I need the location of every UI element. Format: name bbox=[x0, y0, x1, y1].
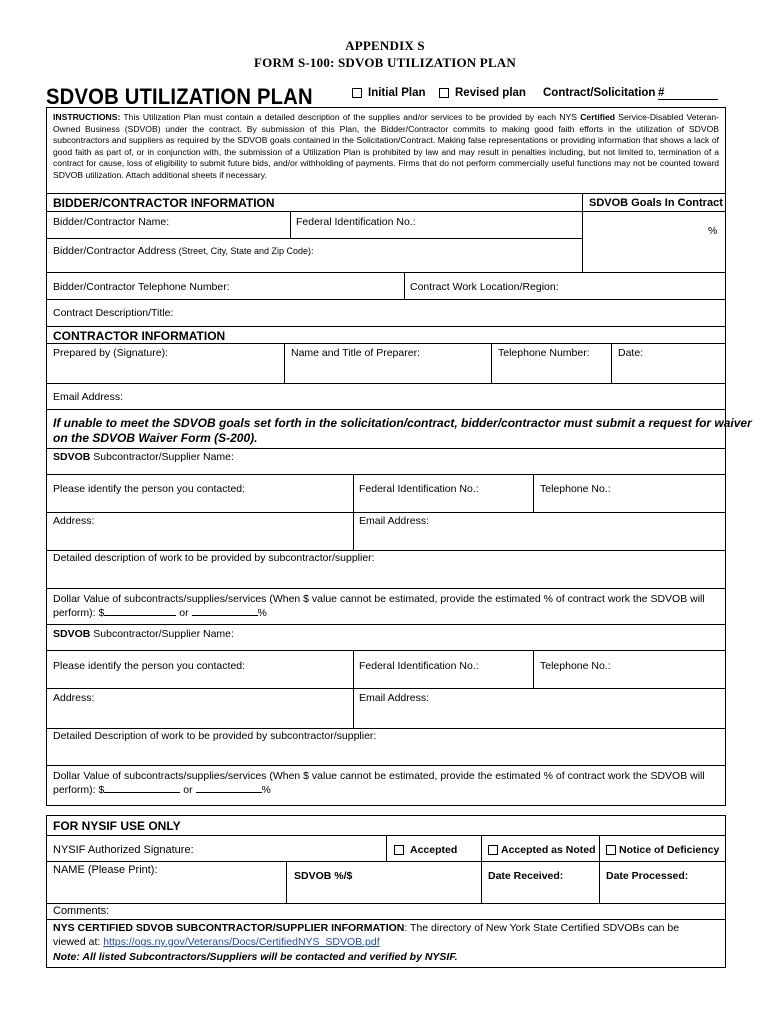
sub1-description-label: Detailed description of work to be provided by subcontractor/supplier: bbox=[53, 552, 375, 564]
date-processed-label: Date Processed: bbox=[606, 870, 689, 882]
appendix-heading: APPENDIX S bbox=[345, 38, 425, 53]
bidder-address-label: Bidder/Contractor Address (Street, City, State and Zip Code): bbox=[53, 245, 314, 257]
preparer-phone-label: Telephone Number: bbox=[498, 347, 590, 359]
preparer-name-label: Name and Title of Preparer: bbox=[291, 347, 420, 359]
sub1-address-label: Address: bbox=[53, 515, 95, 527]
nysif-signature-label: NYSIF Authorized Signature: bbox=[53, 844, 194, 856]
notice-of-deficiency-option[interactable]: Notice of Deficiency bbox=[606, 844, 719, 856]
initial-plan-checkbox[interactable] bbox=[352, 88, 362, 98]
sub2-dollar-label: Dollar Value of subcontracts/supplies/services (When $ value cannot be estimated, provide the estimated % of contract work the SDVOB will bbox=[53, 770, 705, 782]
sdvob-directory-link[interactable]: https://ogs.ny.gov/Veterans/Docs/CertifiedNYS_SDVOB.pdf bbox=[103, 936, 380, 948]
accepted-option[interactable]: Accepted bbox=[394, 844, 457, 856]
bidder-fein-label: Federal Identification No.: bbox=[296, 216, 416, 228]
prepared-by-label: Prepared by (Signature): bbox=[53, 347, 168, 359]
verification-note: Note: All listed Subcontractors/Suppliers will be contacted and verified by NYSIF. bbox=[53, 951, 458, 963]
revised-plan-checkbox[interactable] bbox=[439, 88, 449, 98]
sub2-contacted-label: Please identify the person you contacted: bbox=[53, 660, 246, 672]
waiver-notice-line1: If unable to meet the SDVOB goals set forth in the solicitation/contract, bidder/contractor must submit a request for waiver bbox=[53, 416, 752, 430]
revised-plan-option[interactable] bbox=[439, 87, 526, 99]
sub2-name-label: SDVOB Subcontractor/Supplier Name: bbox=[53, 628, 234, 640]
date-received-label: Date Received: bbox=[488, 870, 564, 882]
notice-of-deficiency-checkbox[interactable] bbox=[606, 845, 616, 855]
goals-percent: % bbox=[708, 225, 718, 237]
comments-label: Comments: bbox=[53, 905, 110, 917]
initial-plan-option[interactable] bbox=[352, 87, 426, 99]
nysif-heading: FOR NYSIF USE ONLY bbox=[53, 819, 181, 833]
initial-plan-label: Initial Plan bbox=[368, 87, 426, 99]
sub2-email-label: Email Address: bbox=[359, 692, 430, 704]
accepted-checkbox[interactable] bbox=[394, 845, 404, 855]
sub1-contacted-label: Please identify the person you contacted: bbox=[53, 483, 246, 495]
sub1-email-label: Email Address: bbox=[359, 515, 430, 527]
bidder-phone-label: Bidder/Contractor Telephone Number: bbox=[53, 281, 230, 293]
form-heading: FORM S-100: SDVOB UTILIZATION PLAN bbox=[254, 55, 516, 70]
contract-description-label: Contract Description/Title: bbox=[53, 307, 174, 319]
accepted-as-noted-checkbox[interactable] bbox=[488, 845, 498, 855]
sub1-dollar-fields[interactable]: perform): $ or % bbox=[53, 607, 267, 619]
sdvob-goals-field[interactable] bbox=[583, 212, 725, 272]
sub2-fein-label: Federal Identification No.: bbox=[359, 660, 479, 672]
work-location-label: Contract Work Location/Region: bbox=[410, 281, 559, 293]
bidder-section-heading: BIDDER/CONTRACTOR INFORMATION bbox=[53, 196, 275, 210]
instructions: INSTRUCTIONS: This Utilization Plan must contain a detailed description of the supplies and/or services to be provided by each NYS Certified Service-Disabled Veteran-Owned Business (SDVOB) under the contract. By submission of this Plan, the Bidder/Contractor commits to making good faith efforts in the utilization of SDVOB subcontractors and suppliers as required by the SDVOB goals contained in the Solicitation/Contract. Making false representations or providing information that shows a lack of good faith as part of, or in conjunction with, the submission of a Utilization Plan is prohibited by law and may result in penalties including, but not limited to, termination of a contract for cause, loss of eligibility to submit future bids, and/or withholding of payments. Firms that do not perform commercially useful functions may not be counted toward SDVOB utilization. Attach additional sheets if necessary. bbox=[53, 112, 720, 180]
contract-number-field[interactable]: # bbox=[658, 87, 718, 100]
sdvob-goals-label: SDVOB Goals In Contract bbox=[589, 197, 723, 209]
sub1-fein-label: Federal Identification No.: bbox=[359, 483, 479, 495]
directory-link-row: viewed at: https://ogs.ny.gov/Veterans/Docs/CertifiedNYS_SDVOB.pdf bbox=[53, 936, 380, 948]
page-title: SDVOB UTILIZATION PLAN bbox=[46, 84, 313, 109]
waiver-notice-line2: on the SDVOB Waiver Form (S-200). bbox=[53, 431, 258, 445]
contractor-section-heading: CONTRACTOR INFORMATION bbox=[53, 329, 226, 343]
nysif-sdvob-label: SDVOB %/$ bbox=[294, 870, 353, 882]
sub2-address-label: Address: bbox=[53, 692, 95, 704]
revised-plan-label: Revised plan bbox=[455, 87, 526, 99]
preparer-email-label: Email Address: bbox=[53, 391, 124, 403]
sub1-dollar-label: Dollar Value of subcontracts/supplies/services (When $ value cannot be estimated, provide the estimated % of contract work the SDVOB will bbox=[53, 593, 705, 605]
nysif-name-label: NAME (Please Print): bbox=[53, 864, 158, 876]
preparer-date-label: Date: bbox=[618, 347, 644, 359]
certified-info-text: NYS CERTIFIED SDVOB SUBCONTRACTOR/SUPPLIER INFORMATION: The directory of New York State Certified SDVOBs can be bbox=[53, 922, 680, 934]
contract-solicitation-label: Contract/Solicitation bbox=[543, 87, 656, 99]
sub2-description-label: Detailed Description of work to be provided by subcontractor/supplier: bbox=[53, 730, 377, 742]
sub2-dollar-fields[interactable]: perform): $ or % bbox=[53, 784, 271, 796]
sub1-phone-label: Telephone No.: bbox=[540, 483, 611, 495]
bidder-name-label: Bidder/Contractor Name: bbox=[53, 216, 170, 228]
accepted-as-noted-option[interactable]: Accepted as Noted bbox=[488, 844, 596, 856]
sub2-phone-label: Telephone No.: bbox=[540, 660, 611, 672]
sub1-name-label: SDVOB Subcontractor/Supplier Name: bbox=[53, 451, 234, 463]
